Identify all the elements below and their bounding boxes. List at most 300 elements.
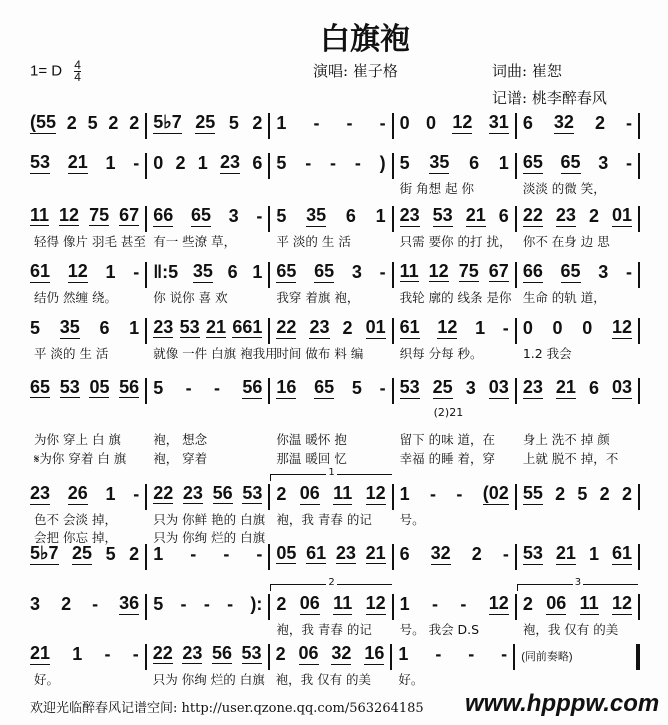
note: 65 — [314, 261, 335, 281]
note: 0 — [552, 318, 563, 338]
note: - — [330, 153, 337, 173]
notes — [276, 113, 385, 134]
note: 32 — [553, 112, 574, 132]
note: 2 — [588, 206, 599, 226]
notes — [30, 113, 139, 134]
note: - — [305, 153, 312, 173]
note: 12 — [611, 593, 632, 613]
note: 23 — [153, 317, 174, 337]
note: 53 — [522, 543, 543, 563]
note: 25 — [72, 543, 93, 563]
score-line — [28, 317, 640, 361]
notes — [276, 153, 385, 174]
measure — [394, 261, 517, 305]
note: 23 — [220, 152, 241, 172]
lyric-line: 1.2 我会 — [522, 346, 572, 361]
measure — [394, 593, 517, 637]
note: - — [213, 378, 220, 398]
note: - — [626, 262, 632, 282]
note: 2 — [522, 594, 533, 614]
transcriber: 记谱: 桃李醉春风 — [492, 89, 607, 107]
notes — [30, 262, 139, 283]
note: - — [256, 544, 263, 564]
note: 65 — [522, 152, 543, 172]
notes — [276, 594, 385, 615]
note: - — [133, 484, 140, 504]
note: 75 — [89, 205, 110, 225]
note: 1 — [498, 153, 509, 173]
note: 11 — [399, 261, 419, 281]
volta-bracket: 2 — [270, 584, 391, 591]
note: 5 — [153, 594, 164, 614]
note: 53 — [30, 152, 51, 172]
note: 1 — [197, 153, 208, 173]
measure — [28, 113, 147, 139]
measure — [394, 152, 517, 196]
measure — [394, 544, 517, 570]
note: 5 — [351, 378, 362, 398]
note: - — [460, 594, 467, 614]
measure — [28, 317, 147, 361]
measure — [147, 544, 270, 570]
note: 56 — [211, 643, 232, 663]
note: - — [379, 378, 386, 398]
note: 12 — [365, 483, 386, 503]
notes — [523, 378, 632, 399]
notes — [153, 594, 262, 615]
measure — [517, 205, 640, 249]
measure — [270, 261, 393, 305]
notes — [400, 206, 509, 227]
measure — [517, 484, 640, 510]
note: - — [227, 594, 234, 614]
note: 5 — [276, 153, 287, 173]
note: 3 — [598, 153, 609, 173]
note: 22 — [152, 643, 173, 663]
notes — [153, 484, 262, 504]
note: 21 — [555, 377, 576, 397]
measure — [28, 643, 147, 687]
score-line — [28, 152, 640, 196]
lyric-line: 平 淡的 生 活 — [276, 234, 351, 249]
note: 0 — [522, 318, 533, 338]
notes — [523, 153, 632, 174]
note: 5 — [153, 378, 164, 398]
notes — [523, 484, 632, 505]
note: 21 — [205, 317, 226, 337]
note: 3 — [228, 206, 239, 226]
note: 2 — [66, 113, 77, 133]
note: 21 — [365, 543, 386, 563]
lyric-line: 号。 — [399, 512, 425, 527]
key-signature — [30, 60, 81, 83]
lyric-line: 袍， 想念 — [153, 432, 208, 447]
lyric-line: 就像 一件 白旗 袍我用 — [153, 346, 278, 361]
lyric-line: 你温 暖怀 抱 — [276, 432, 347, 447]
note: 2 — [275, 644, 286, 664]
lyric-line: 好。 — [34, 672, 60, 687]
note: 35 — [59, 317, 80, 337]
measure — [394, 113, 517, 139]
measure — [28, 261, 147, 305]
note: 22 — [522, 205, 543, 225]
notes — [523, 262, 632, 283]
note: 2 — [342, 318, 353, 338]
measure — [28, 544, 147, 570]
note: 2 — [129, 544, 140, 564]
note: 12 — [452, 112, 473, 132]
note: 23 — [309, 317, 330, 337]
note: 61 — [399, 317, 420, 337]
note: - — [430, 484, 437, 504]
notes — [276, 484, 385, 505]
note: 1 — [153, 544, 164, 564]
notes — [276, 644, 385, 665]
measure — [147, 113, 270, 139]
lyric-line: 只为 你绚 烂的 白旗 — [153, 530, 266, 545]
note: 12 — [59, 205, 80, 225]
note: - — [354, 153, 361, 173]
measure — [392, 644, 515, 687]
lyric-line: 我穿 着旗 袍， — [276, 290, 360, 305]
note: 06 — [299, 593, 320, 613]
note: 2 — [471, 544, 482, 564]
lyric-line: 那温 暖回 忆 — [276, 451, 347, 466]
lyric-line: 轻得 像片 羽毛 甚至 — [34, 234, 146, 249]
notes — [276, 206, 385, 227]
note: 36 — [119, 593, 140, 613]
note: 21 — [465, 205, 486, 225]
notes — [276, 378, 385, 399]
note: 2 — [276, 484, 287, 504]
measure — [270, 467, 393, 527]
note: 22 — [153, 483, 174, 503]
note: 65 — [276, 261, 297, 281]
note: 32 — [430, 543, 451, 563]
note: 53 — [399, 377, 420, 397]
note: 2 — [129, 113, 140, 133]
note: 2 — [594, 113, 605, 133]
note: 1 — [588, 544, 599, 564]
note: ): — [250, 594, 263, 614]
note: 31 — [488, 112, 509, 132]
notes — [523, 206, 632, 227]
note: - — [313, 113, 320, 133]
note: - — [379, 262, 386, 282]
note: 67 — [488, 261, 509, 281]
note: 11 — [579, 593, 599, 613]
note: - — [180, 594, 187, 614]
lyric-line: 袍，我 仅有 的美 — [522, 622, 619, 637]
note: 5 — [399, 153, 410, 173]
note: 65 — [190, 205, 211, 225]
note: 1 — [475, 318, 486, 338]
measure — [270, 153, 393, 179]
brand-watermark: www.hpppw.com — [465, 690, 660, 717]
note: 65 — [560, 152, 581, 172]
note: 12 — [365, 593, 386, 613]
measure — [147, 594, 270, 620]
note: 23 — [335, 543, 356, 563]
note: - — [379, 113, 386, 133]
note: 0 — [153, 153, 164, 173]
measure — [517, 113, 640, 139]
note: - — [132, 644, 139, 664]
note: 5 — [577, 484, 588, 504]
notes — [153, 644, 262, 664]
note: 55 — [522, 483, 543, 503]
note: 53 — [241, 643, 262, 663]
note: 1 — [375, 206, 386, 226]
notes — [276, 262, 385, 283]
note: - — [256, 206, 263, 226]
note: 12 — [437, 317, 458, 337]
notes — [153, 153, 262, 174]
note: 2 — [276, 594, 287, 614]
notes — [523, 318, 632, 339]
note: 5 — [30, 318, 41, 338]
note: 61 — [306, 543, 327, 563]
lyric-line: 只为 你绚 烂的 白旗 — [152, 672, 265, 687]
note: 12 — [488, 593, 509, 613]
note: 21 — [555, 543, 576, 563]
notes — [523, 544, 632, 565]
measure — [147, 377, 270, 466]
measure — [270, 577, 393, 637]
note: - — [346, 113, 353, 133]
measure — [517, 577, 640, 637]
note: 6 — [345, 206, 356, 226]
note: 11 — [333, 593, 353, 613]
note: 6 — [227, 262, 238, 282]
writer: 词曲: 崔恕 — [492, 62, 562, 80]
note: 16 — [364, 643, 385, 663]
score-line — [28, 205, 640, 249]
note: - — [432, 594, 438, 614]
lyric-line: 幸福 的睡 着，穿 — [399, 451, 496, 466]
notes — [400, 113, 509, 134]
note: 65 — [30, 377, 51, 397]
measure — [28, 594, 147, 620]
measure — [28, 205, 147, 249]
notes — [400, 484, 509, 505]
note: (02 — [482, 483, 509, 503]
notes — [521, 644, 630, 664]
lyric-line: 平 淡的 生 活 — [34, 346, 109, 361]
notes — [30, 544, 139, 565]
note: 2 — [61, 594, 72, 614]
note: - — [502, 544, 509, 564]
measure — [270, 643, 393, 687]
note: 23 — [522, 377, 543, 397]
note: 6 — [522, 113, 533, 133]
note: 53 — [179, 317, 200, 337]
song-title: 白旗袍 — [320, 22, 410, 57]
notes — [153, 262, 262, 283]
notes — [523, 113, 632, 134]
notes — [523, 594, 632, 615]
note: 01 — [365, 317, 386, 337]
note: ‖:5 — [153, 262, 179, 282]
lyric-line: 只需 要你 的打 扰， — [399, 234, 512, 249]
score-line — [28, 577, 640, 637]
key-label: 1= D — [30, 62, 63, 80]
note: 26 — [67, 483, 88, 503]
note: 12 — [67, 261, 88, 281]
note: 11 — [30, 205, 50, 225]
note: 2 — [252, 113, 263, 133]
measure — [28, 153, 147, 179]
note: 56 — [119, 377, 140, 397]
note: 5♭7 — [30, 543, 59, 563]
time-signature: $\frac{4}{4}$ — [74, 58, 81, 84]
note: 1 — [398, 644, 409, 664]
score-line — [28, 377, 640, 466]
note: 21 — [67, 152, 88, 172]
notes — [30, 206, 139, 226]
note: 56 — [242, 377, 263, 397]
score-line — [28, 467, 640, 545]
measure — [517, 152, 640, 196]
note: 2 — [108, 113, 119, 133]
lyric-line: 袍，我 青春 的记 — [276, 512, 372, 527]
note: 2 — [599, 484, 610, 504]
score-line — [28, 544, 640, 570]
note: 03 — [611, 377, 633, 397]
measure — [394, 377, 517, 466]
notes — [153, 206, 262, 227]
note: 22 — [276, 317, 297, 337]
lyric-line: 生命 的轨 道， — [522, 290, 606, 305]
lyric-line: 会把 你忘 掉， — [34, 530, 117, 545]
note: 5 — [87, 113, 98, 133]
note: 61 — [611, 543, 633, 563]
measure — [394, 483, 517, 527]
notes — [400, 262, 509, 282]
measure — [28, 483, 147, 545]
note: 5 — [228, 113, 239, 133]
note: - — [626, 153, 632, 173]
note: - — [133, 153, 140, 173]
lyric-line: 你 说你 喜 欢 — [153, 290, 228, 305]
lyric-line: 号。 我会 D.S — [399, 622, 480, 637]
note: 53 — [432, 205, 453, 225]
note: 1 — [72, 644, 83, 664]
note: 32 — [331, 643, 352, 663]
singer: 演唱: 崔子格 — [313, 62, 398, 80]
note: - — [104, 644, 111, 664]
note: 03 — [488, 377, 509, 397]
note: - — [203, 594, 210, 614]
measure — [515, 644, 640, 670]
notes — [30, 644, 139, 665]
note: 75 — [458, 261, 479, 281]
lyric-line: 街 角想 起 你 — [399, 181, 475, 196]
lyric-line: 上就 脱不 掉，不 — [522, 451, 619, 466]
note: 06 — [298, 643, 319, 663]
notes — [30, 153, 139, 174]
note: 25 — [432, 377, 453, 397]
note: 11 — [333, 483, 353, 503]
notes — [30, 484, 139, 505]
note: 12 — [428, 261, 449, 281]
note: 16 — [276, 377, 297, 397]
lyric-line: 为你 穿上 白 旗 — [34, 432, 121, 447]
notes — [276, 318, 385, 339]
note: 1 — [105, 262, 116, 282]
notes — [398, 644, 507, 665]
measure — [270, 317, 393, 361]
note: 56 — [212, 483, 233, 503]
measure — [147, 483, 270, 545]
measure — [517, 544, 640, 570]
note: - — [435, 644, 442, 664]
notes — [400, 378, 509, 399]
note: 23 — [30, 483, 51, 503]
note: 3 — [30, 594, 41, 614]
note: 6 — [252, 153, 263, 173]
note: 1 — [399, 594, 410, 614]
note: - — [92, 594, 99, 614]
note: 05 — [276, 543, 297, 563]
note: - — [468, 644, 475, 664]
note: 0 — [425, 113, 436, 133]
lyric-line: 袍，我 仅有 的美 — [275, 672, 372, 687]
note: (同前奏略) — [521, 651, 573, 663]
note: 2 — [555, 484, 566, 504]
measure — [270, 544, 393, 570]
note: 1 — [129, 318, 140, 338]
note: 12 — [611, 317, 632, 337]
measure — [394, 317, 517, 361]
note: 5 — [105, 544, 116, 564]
measure — [270, 377, 393, 466]
lyric-line: 时间 做布 料 编 — [276, 346, 364, 361]
note: 65 — [314, 377, 335, 397]
note: 53 — [59, 377, 80, 397]
note: 3 — [351, 262, 362, 282]
note: 5 — [276, 206, 287, 226]
note: 3 — [465, 378, 476, 398]
lyric-line: 织每 分每 秒。 — [399, 346, 483, 361]
note: 1 — [399, 484, 410, 504]
note: - — [501, 644, 508, 664]
note: 53 — [242, 483, 263, 503]
note: ) — [379, 153, 386, 173]
note: 21 — [30, 643, 51, 663]
note: - — [456, 484, 463, 504]
note: 1 — [105, 484, 116, 504]
note: 3 — [598, 262, 609, 282]
measure — [147, 205, 270, 249]
note: 6 — [99, 318, 110, 338]
notes — [153, 378, 262, 399]
measure — [517, 377, 640, 466]
measure — [147, 153, 270, 179]
note: 2 — [621, 484, 632, 504]
note: - — [133, 262, 140, 282]
lyric-line: 袍， 穿着 — [153, 451, 208, 466]
measure — [517, 317, 640, 361]
lyric-line: 留下 的味 道，在 — [399, 432, 496, 447]
note: - — [185, 378, 192, 398]
note: 35 — [192, 261, 213, 281]
note: 66 — [522, 261, 543, 281]
note: 01 — [611, 205, 633, 225]
notes — [153, 544, 262, 565]
notes — [153, 113, 262, 134]
lyric-line: 有一 些潦 草， — [153, 234, 237, 249]
